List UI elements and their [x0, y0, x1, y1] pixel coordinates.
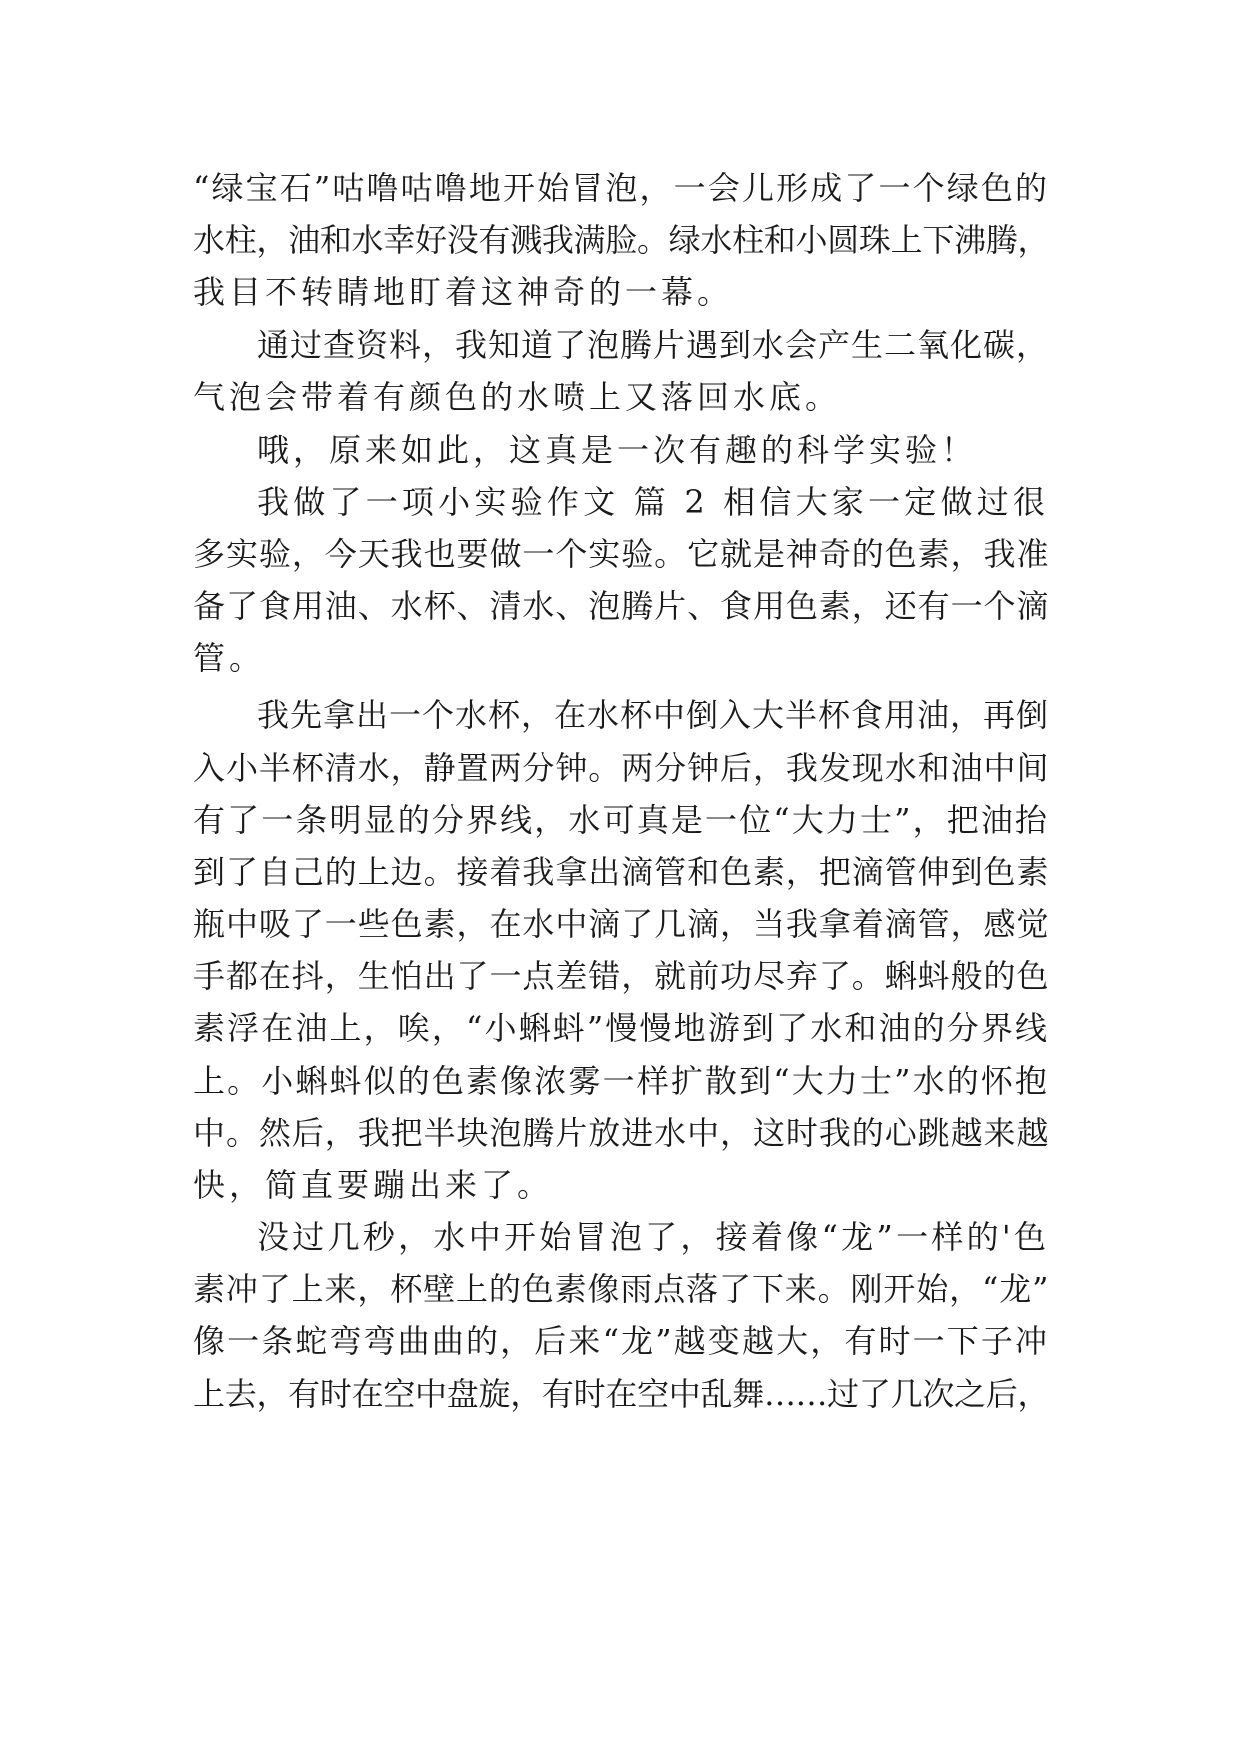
- text-line: 到了自己的上边。接着我拿出滴管和色素，把滴管伸到色素: [193, 853, 1049, 891]
- text-line: “绿宝石”咕噜咕噜地开始冒泡，一会儿形成了一个绿色的: [193, 169, 1049, 207]
- text-line: 哦，原来如此，这真是一次有趣的科学实验！: [257, 431, 978, 469]
- text-line: 入小半杯清水，静置两分钟。两分钟后，我发现水和油中间: [193, 749, 1049, 787]
- text-line: 备了食用油、水杯、清水、泡腾片、食用色素，还有一个滴: [193, 587, 1049, 625]
- text-line: 通过查资料，我知道了泡腾片遇到水会产生二氧化碳，: [257, 326, 1050, 364]
- text-line: 我先拿出一个水杯，在水杯中倒入大半杯食用油，再倒: [257, 696, 1050, 734]
- text-line: 管。: [193, 639, 266, 677]
- text-line: 没过几秒，水中开始冒泡了，接着像“龙”一样的'色: [257, 1218, 1049, 1256]
- text-line: 多实验，今天我也要做一个实验。它就是神奇的色素，我准: [193, 535, 1049, 573]
- text-line: 我做了一项小实验作文 篇 2 相信大家一定做过很: [257, 483, 1049, 521]
- text-line: 上。小蝌蚪似的色素像浓雾一样扩散到“大力士”水的怀抱: [193, 1062, 1049, 1100]
- text-line: 我目不转睛地盯着这神奇的一幕。: [193, 273, 734, 311]
- text-line: 气泡会带着有颜色的水喷上又落回水底。: [193, 378, 842, 416]
- text-line: 手都在抖，生怕出了一点差错，就前功尽弃了。蝌蚪般的色: [193, 957, 1049, 995]
- text-line: 中。然后，我把半块泡腾片放进水中，这时我的心跳越来越: [193, 1114, 1049, 1152]
- text-line: 有了一条明显的分界线，水可真是一位“大力士”，把油抬: [193, 801, 1049, 839]
- text-line: 素冲了上来，杯壁上的色素像雨点落了下来。刚开始，“龙”: [193, 1270, 1049, 1308]
- text-line: 素浮在油上，唉，“小蝌蚪”慢慢地游到了水和油的分界线: [193, 1009, 1049, 1047]
- text-line: 上去，有时在空中盘旋，有时在空中乱舞……过了几次之后，: [193, 1375, 1049, 1413]
- text-line: 快，简直要蹦出来了。: [193, 1166, 554, 1204]
- text-line: 瓶中吸了一些色素，在水中滴了几滴，当我拿着滴管，感觉: [193, 905, 1049, 943]
- text-line: 像一条蛇弯弯曲曲的，后来“龙”越变越大，有时一下子冲: [193, 1322, 1049, 1360]
- text-line: 水柱，油和水幸好没有溅我满脸。绿水柱和小圆珠上下沸腾，: [193, 221, 1049, 259]
